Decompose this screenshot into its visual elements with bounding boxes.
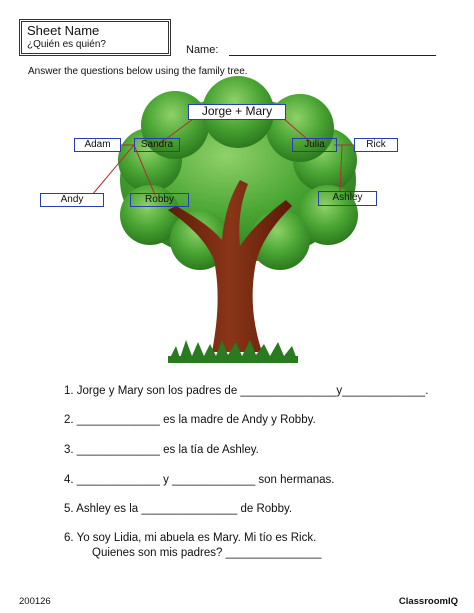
question-3: 3. _____________ es la tía de Ashley. (64, 444, 259, 456)
label-ashley: Ashley (318, 191, 377, 206)
question-5: 5. Ashley es la _______________ de Robby. (64, 503, 293, 515)
label-sandra: Sandra (134, 138, 180, 152)
worksheet-code: 200126 (19, 596, 51, 607)
name-label: Name: (186, 44, 219, 56)
sheet-subtitle: ¿Quién es quién? (27, 39, 106, 50)
question-4: 4. _____________ y _____________ son hermanas. (64, 474, 335, 486)
label-adam: Adam (74, 138, 121, 152)
question-6-line-2: Quienes son mis padres? _______________ (92, 547, 322, 559)
label-julia: Julia (292, 138, 337, 152)
sheet-title: Sheet Name (27, 23, 100, 38)
label-andy: Andy (40, 193, 104, 207)
label-jorge-mary: Jorge + Mary (188, 104, 286, 120)
brand-logo: ClassroomIQ (398, 596, 458, 607)
label-robby: Robby (130, 193, 189, 207)
question-2: 2. _____________ es la madre de Andy y Robby. (64, 414, 316, 426)
question-1: 1. Jorge y Mary son los padres de _______________y_____________. (64, 385, 429, 397)
question-6: 6. Yo soy Lidia, mi abuela es Mary. Mi tío es Rick. (64, 532, 317, 544)
label-rick: Rick (354, 138, 398, 152)
instructions: Answer the questions below using the family tree. (28, 66, 248, 77)
